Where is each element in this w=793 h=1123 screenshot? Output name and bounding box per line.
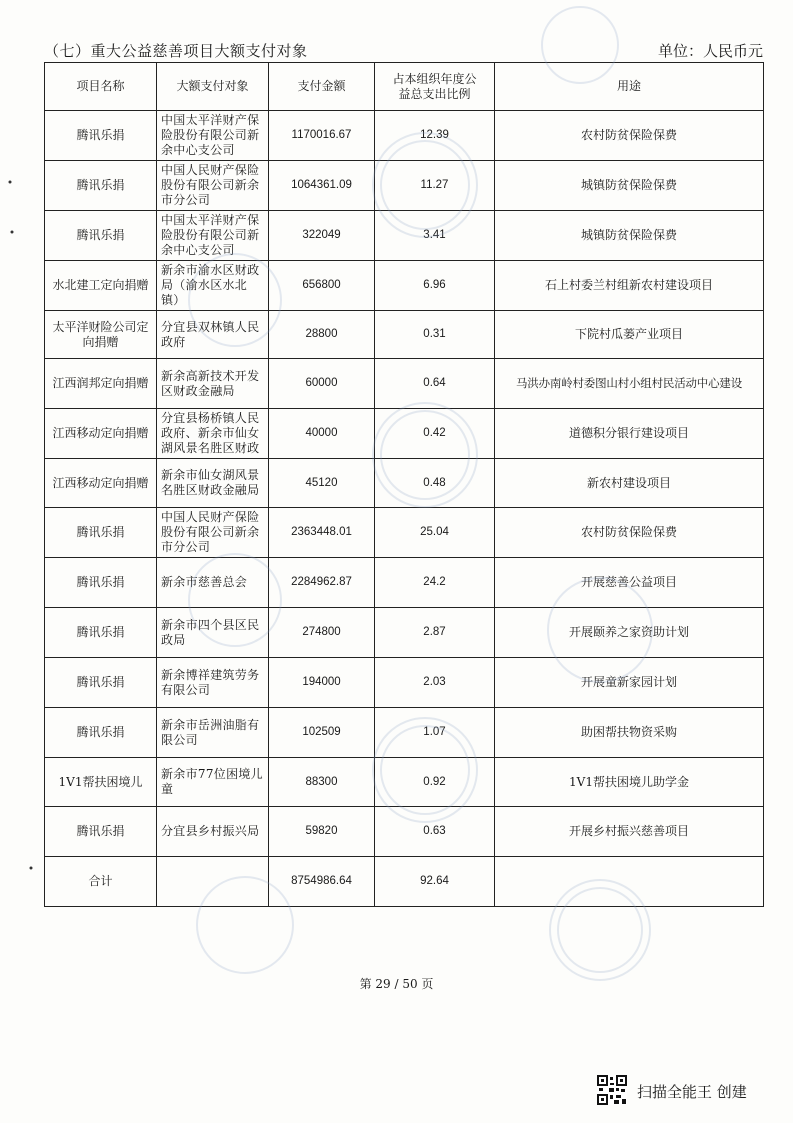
cell-purpose: 下院村瓜蒌产业项目 [495, 311, 764, 359]
scan-specks [0, 0, 60, 900]
cell-purpose: 开展慈善公益项目 [495, 558, 764, 608]
cell-purpose: 新农村建设项目 [495, 459, 764, 508]
cell-ratio: 1.07 [375, 708, 495, 758]
cell-ratio: 6.96 [375, 261, 495, 311]
total-amount: 8754986.64 [269, 857, 375, 907]
header-payee: 大额支付对象 [157, 63, 269, 111]
cell-amount: 656800 [269, 261, 375, 311]
cell-amount: 1064361.09 [269, 161, 375, 211]
cell-payee: 分宜县乡村振兴局 [157, 807, 269, 857]
table-row [45, 558, 764, 608]
cell-amount: 60000 [269, 359, 375, 409]
cell-project: 腾讯乐捐 [45, 658, 157, 708]
cell-payee: 新余市慈善总会 [157, 558, 269, 608]
table-row [45, 459, 764, 508]
cell-project: 腾讯乐捐 [45, 608, 157, 658]
currency-unit: 单位：人民币元 [657, 42, 763, 60]
cell-payee: 新余市仙女湖风景名胜区财政金融局 [157, 459, 269, 508]
table-row [45, 508, 764, 558]
cell-ratio: 0.42 [375, 409, 495, 459]
total-row [45, 857, 764, 907]
table-row [45, 409, 764, 459]
table-row [45, 708, 764, 758]
cell-purpose: 城镇防贫保险保费 [495, 161, 764, 211]
table-row [45, 359, 764, 409]
cell-payee: 新余市岳洲油脂有限公司 [157, 708, 269, 758]
cell-ratio: 11.27 [375, 161, 495, 211]
table-row [45, 161, 764, 211]
cell-amount: 2363448.01 [269, 508, 375, 558]
cell-ratio: 3.41 [375, 211, 495, 261]
table-row [45, 211, 764, 261]
cell-amount: 59820 [269, 807, 375, 857]
cell-payee: 分宜县杨桥镇人民政府、新余市仙女湖风景名胜区财政 [157, 409, 269, 459]
cell-purpose: 农村防贫保险保费 [495, 111, 764, 161]
cell-project: 1V1帮扶困境儿 [45, 758, 157, 807]
cell-payee: 中国人民财产保险股份有限公司新余市分公司 [157, 161, 269, 211]
cell-amount: 28800 [269, 311, 375, 359]
cell-purpose: 城镇防贫保险保费 [495, 211, 764, 261]
cell-project: 腾讯乐捐 [45, 508, 157, 558]
cell-payee: 中国太平洋财产保险股份有限公司新余中心支公司 [157, 111, 269, 161]
cell-purpose: 农村防贫保险保费 [495, 508, 764, 558]
cell-project: 太平洋财险公司定向捐赠 [45, 311, 157, 359]
cell-purpose: 1V1帮扶困境儿助学金 [495, 758, 764, 807]
page-number: 第 29 / 50 页 [359, 977, 434, 991]
total-purpose [495, 857, 764, 907]
cell-project: 水北建工定向捐赠 [45, 261, 157, 311]
table-row [45, 311, 764, 359]
cell-purpose: 马洪办南岭村委图山村小组村民活动中心建设 [495, 359, 764, 409]
cell-project: 江西移动定向捐赠 [45, 409, 157, 459]
header-purpose: 用途 [495, 63, 764, 111]
cell-amount: 45120 [269, 459, 375, 508]
cell-purpose: 开展颐养之家资助计划 [495, 608, 764, 658]
cell-ratio: 25.04 [375, 508, 495, 558]
cell-payee: 新余博祥建筑劳务有限公司 [157, 658, 269, 708]
cell-amount: 2284962.87 [269, 558, 375, 608]
cell-amount: 322049 [269, 211, 375, 261]
cell-ratio: 0.31 [375, 311, 495, 359]
cell-amount: 1170016.67 [269, 111, 375, 161]
cell-amount: 40000 [269, 409, 375, 459]
brand-label: 扫描全能王 创建 [637, 1083, 747, 1101]
total-payee [157, 857, 269, 907]
cell-purpose: 开展童新家园计划 [495, 658, 764, 708]
cell-payee: 中国人民财产保险股份有限公司新余市分公司 [157, 508, 269, 558]
cell-ratio: 24.2 [375, 558, 495, 608]
total-label: 合计 [45, 857, 157, 907]
cell-ratio: 0.48 [375, 459, 495, 508]
cell-project: 腾讯乐捐 [45, 807, 157, 857]
total-ratio: 92.64 [375, 857, 495, 907]
table-row [45, 111, 764, 161]
cell-payee: 中国太平洋财产保险股份有限公司新余中心支公司 [157, 211, 269, 261]
cell-purpose: 开展乡村振兴慈善项目 [495, 807, 764, 857]
cell-project: 腾讯乐捐 [45, 211, 157, 261]
cell-payee: 新余市渝水区财政局（渝水区水北镇） [157, 261, 269, 311]
cell-amount: 88300 [269, 758, 375, 807]
cell-purpose: 石上村委兰村组新农村建设项目 [495, 261, 764, 311]
cell-ratio: 0.92 [375, 758, 495, 807]
qr-code-icon [597, 1075, 627, 1105]
cell-amount: 274800 [269, 608, 375, 658]
cell-purpose: 助困帮扶物资采购 [495, 708, 764, 758]
cell-ratio: 12.39 [375, 111, 495, 161]
header-amount: 支付金额 [269, 63, 375, 111]
table-row [45, 658, 764, 708]
cell-amount: 194000 [269, 658, 375, 708]
cell-payee: 新余高新技术开发区财政金融局 [157, 359, 269, 409]
table-header-row [45, 63, 764, 111]
cell-project: 腾讯乐捐 [45, 558, 157, 608]
cell-project: 腾讯乐捐 [45, 111, 157, 161]
table-row [45, 807, 764, 857]
header-ratio: 占本组织年度公益总支出比例 [375, 63, 495, 111]
cell-purpose: 道德积分银行建设项目 [495, 409, 764, 459]
cell-payee: 分宜县双林镇人民政府 [157, 311, 269, 359]
cell-ratio: 0.64 [375, 359, 495, 409]
section-title: （七）重大公益慈善项目大额支付对象 [44, 42, 308, 60]
table-row [45, 608, 764, 658]
cell-payee: 新余市77位困境儿童 [157, 758, 269, 807]
cell-project: 江西润邦定向捐赠 [45, 359, 157, 409]
table-row [45, 261, 764, 311]
cell-ratio: 2.03 [375, 658, 495, 708]
cell-amount: 102509 [269, 708, 375, 758]
cell-payee: 新余市四个县区民政局 [157, 608, 269, 658]
payment-table [44, 62, 764, 907]
cell-project: 腾讯乐捐 [45, 161, 157, 211]
table-row [45, 758, 764, 807]
header-project: 项目名称 [45, 63, 157, 111]
page-header [44, 40, 763, 62]
cell-ratio: 0.63 [375, 807, 495, 857]
cell-project: 江西移动定向捐赠 [45, 459, 157, 508]
cell-ratio: 2.87 [375, 608, 495, 658]
cell-project: 腾讯乐捐 [45, 708, 157, 758]
